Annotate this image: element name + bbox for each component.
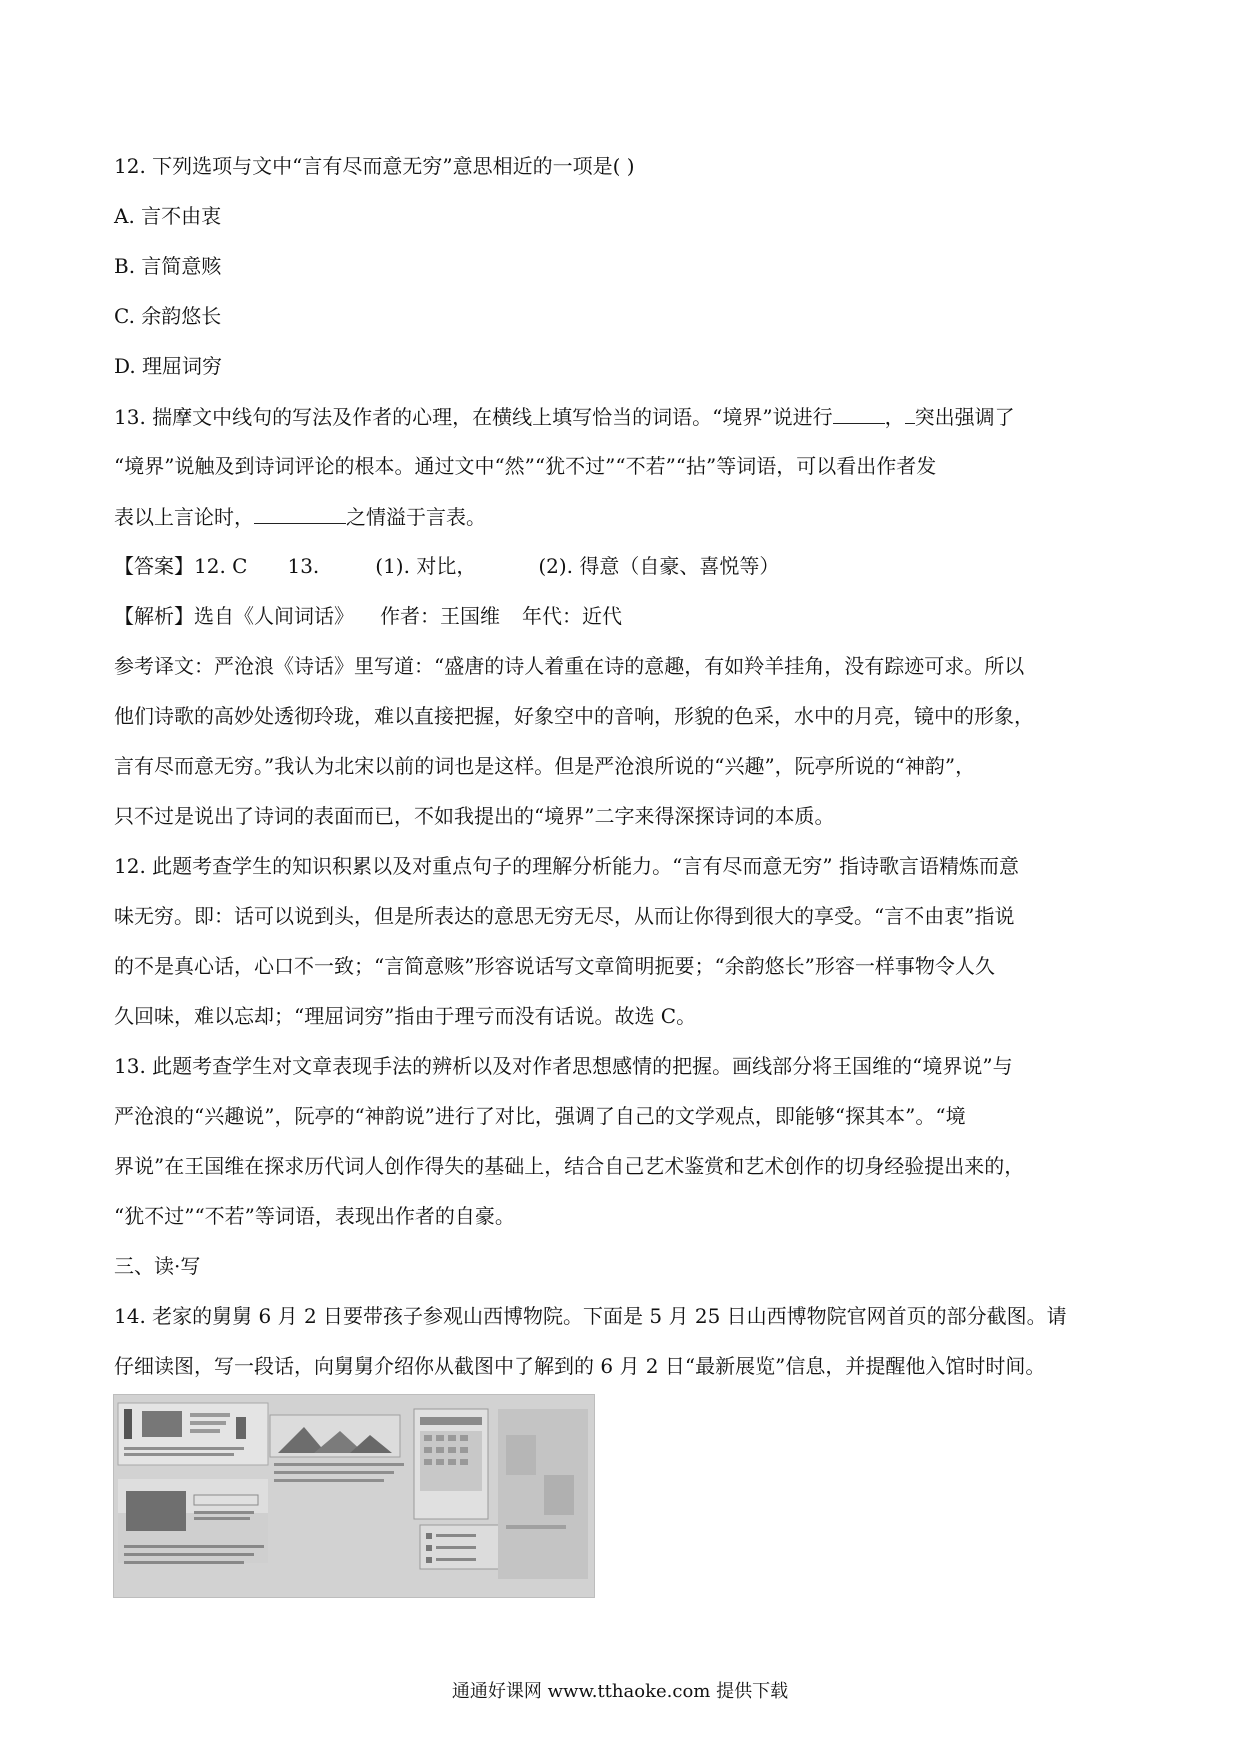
q13-text-1a: 13. 揣摩文中线句的写法及作者的心理，在横线上填写恰当的词语。“境界”说进行 (114, 405, 833, 429)
section-heading: 三、读·写 (114, 1254, 201, 1278)
paragraph-line: 久回味，难以忘却；“理屈词穷”指由于理亏而没有话说。故选 C。 (114, 1004, 697, 1028)
q13-blank-3 (254, 503, 346, 524)
analysis-author: 作者：王国维 (380, 604, 500, 628)
paragraph-line: “犹不过”“不若”等词语，表现出作者的自豪。 (114, 1204, 515, 1228)
paragraph-line: 味无穷。即：话可以说到头，但是所表达的意思无穷无尽，从而让你得到很大的享受。“言不由衷”指说 (114, 904, 1015, 928)
answer-label: 【答案】12. C (114, 554, 248, 578)
q13-text-3a: 表以上言论时， (114, 505, 254, 529)
analysis-label: 【解析】选自《人间词话》 (114, 604, 354, 628)
screenshot-image (114, 1395, 594, 1597)
q12-option-c: C. 余韵悠长 (114, 304, 222, 328)
q13-line-2: “境界”说触及到诗词评论的根本。通过文中“然”“犹不过”“不若”“拈”等词语，可以看出作者发 (114, 454, 937, 478)
q13-text-3b: 之情溢于言表。 (346, 505, 486, 529)
paragraph-line: 12. 此题考查学生的知识积累以及对重点句子的理解分析能力。“言有尽而意无穷” 指诗歌言语精炼而意 (114, 854, 1019, 878)
analysis-line (114, 603, 1134, 629)
q13-text-1c: 突出强调了 (914, 405, 1015, 429)
q13-line-3 (114, 503, 1134, 530)
q13-blank-1 (833, 403, 885, 424)
q13-text-1b: ， (884, 405, 905, 429)
paragraph-line: 严沧浪的“兴趣说”，阮亭的“神韵说”进行了对比，强调了自己的文学观点，即能够“探其本”。“境 (114, 1104, 966, 1128)
q12-option-b: B. 言简意赅 (114, 254, 222, 278)
museum-website-screenshot (113, 1394, 595, 1598)
paragraph-line: 的不是真心话，心口不一致；“言简意赅”形容说话写文章简明扼要；“余韵悠长”形容一样事物令人久 (114, 954, 995, 978)
analysis-era: 年代：近代 (522, 604, 622, 628)
q14-line-1: 14. 老家的舅舅 6 月 2 日要带孩子参观山西博物院。下面是 5 月 25 日山西博物院官网首页的部分截图。请 (114, 1304, 1067, 1328)
paragraph-line: 参考译文：严沧浪《诗话》里写道：“盛唐的诗人着重在诗的意趣，有如羚羊挂角，没有踪迹可求。所以 (114, 654, 1025, 678)
q12-option-d: D. 理屈词穷 (114, 354, 223, 378)
answer-q13: 13. (287, 554, 320, 578)
answer-line (114, 553, 1134, 579)
page-footer: 通通好课网 www.tthaoke.com 提供下载 (451, 1681, 789, 1702)
q13-blank-2 (905, 403, 915, 424)
q12-stem: 12. 下列选项与文中“言有尽而意无穷”意思相近的一项是( ) (114, 154, 635, 178)
paragraph-line: 只不过是说出了诗词的表面而已，不如我提出的“境界”二字来得深探诗词的本质。 (114, 804, 835, 828)
q13-line-1 (114, 403, 1134, 430)
q14-line-2: 仔细读图，写一段话，向舅舅介绍你从截图中了解到的 6 月 2 日“最新展览”信息，并提醒他入馆时时间。 (114, 1354, 1046, 1378)
paragraph-line: 13. 此题考查学生对文章表现手法的辨析以及对作者思想感情的把握。画线部分将王国维的“境界说”与 (114, 1054, 1013, 1078)
paragraph-line: 他们诗歌的高妙处透彻玲珑，难以直接把握，好象空中的音响，形貌的色采，水中的月亮，镜中的形象， (114, 704, 1034, 728)
answer-blank-2: (2). 得意（自豪、喜悦等） (538, 554, 780, 578)
paragraph-line: 界说”在王国维在探求历代词人创作得失的基础上，结合自己艺术鉴赏和艺术创作的切身经验提出来的， (114, 1154, 1025, 1178)
answer-blank-1: (1). 对比， (375, 554, 477, 578)
paragraph-line: 言有尽而意无穷。”我认为北宋以前的词也是这样。但是严沧浪所说的“兴趣”，阮亭所说的“神韵”， (114, 754, 976, 778)
q12-option-a: A. 言不由衷 (114, 204, 222, 228)
